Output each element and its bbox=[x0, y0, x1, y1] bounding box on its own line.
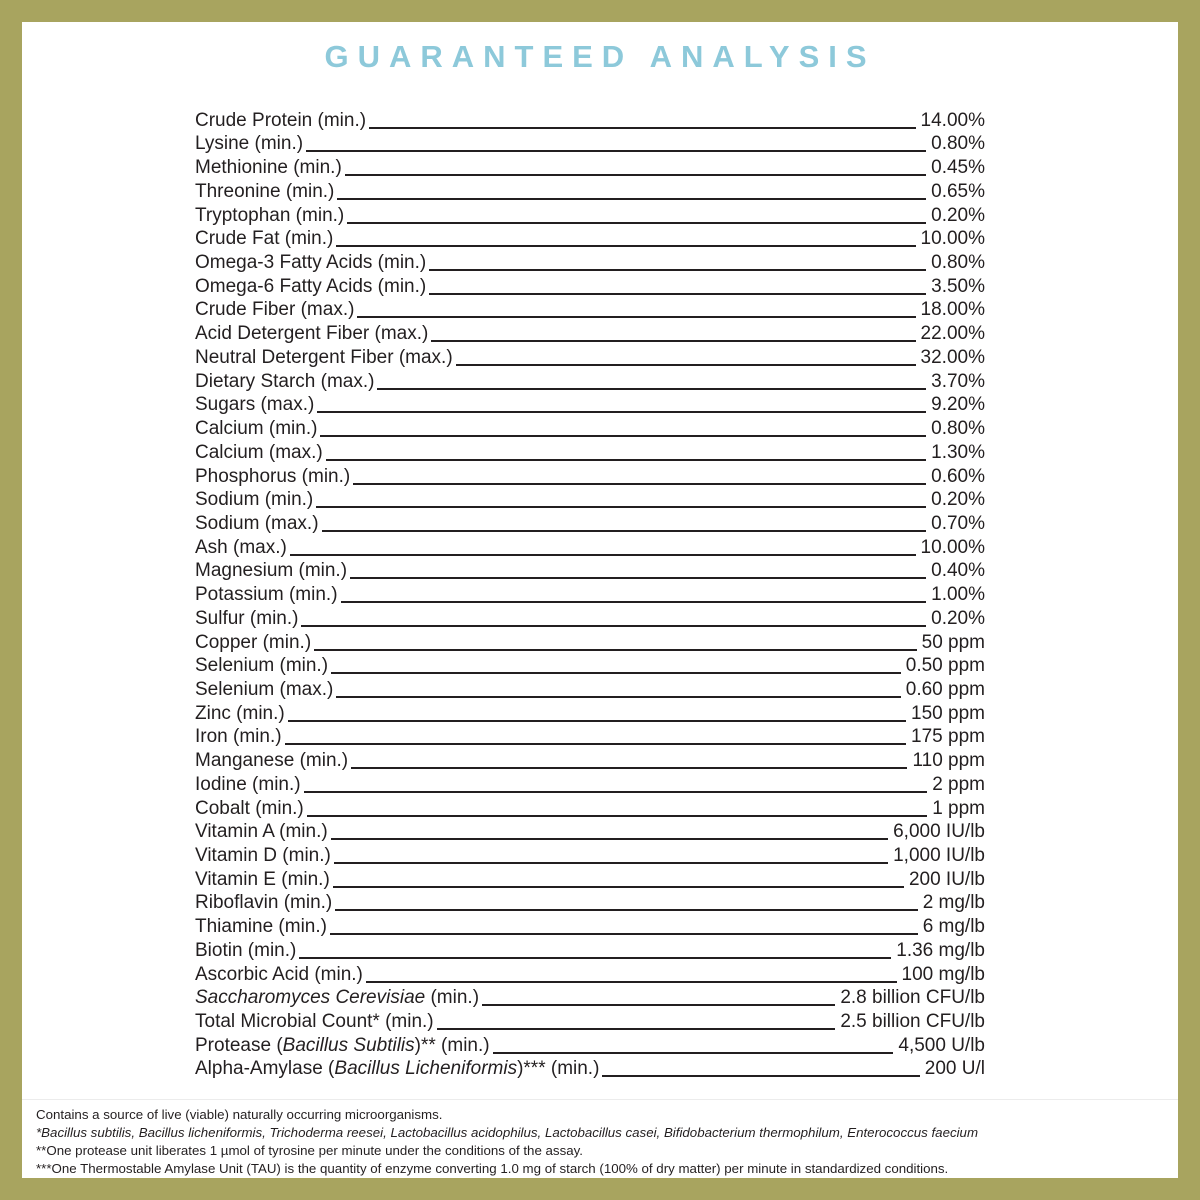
nutrient-name: Methionine (min.) bbox=[195, 157, 342, 179]
nutrient-name: Selenium (max.) bbox=[195, 678, 334, 700]
analysis-row bbox=[195, 606, 985, 630]
analysis-row bbox=[195, 155, 985, 179]
nutrient-name: Thiamine (min.) bbox=[195, 916, 327, 938]
nutrient-value: 18.00% bbox=[920, 299, 985, 321]
nutrient-name: Total Microbial Count* (min.) bbox=[195, 1011, 434, 1033]
nutrient-value: 0.60% bbox=[931, 465, 985, 487]
leader-line bbox=[301, 625, 926, 627]
nutrient-value: 2.5 billion CFU/lb bbox=[840, 1011, 985, 1033]
analysis-row bbox=[195, 321, 985, 345]
nutrient-value: 2 ppm bbox=[932, 773, 985, 795]
nutrient-value: 0.50 ppm bbox=[905, 655, 985, 677]
analysis-row bbox=[195, 440, 985, 464]
nutrient-value: 6 mg/lb bbox=[922, 916, 985, 938]
nutrient-name: Crude Fat (min.) bbox=[195, 228, 334, 250]
nutrient-name: Biotin (min.) bbox=[195, 939, 297, 961]
nutrient-name: Lysine (min.) bbox=[195, 133, 304, 155]
analysis-row bbox=[195, 701, 985, 725]
nutrient-name: Omega-3 Fatty Acids (min.) bbox=[195, 252, 427, 274]
leader-line bbox=[357, 316, 915, 318]
leader-line bbox=[314, 649, 916, 651]
nutrient-value: 0.65% bbox=[931, 180, 985, 202]
leader-line bbox=[347, 222, 926, 224]
nutrient-value: 9.20% bbox=[931, 394, 985, 416]
analysis-row bbox=[195, 772, 985, 796]
analysis-row bbox=[195, 345, 985, 369]
footnote-line: **One protease unit liberates 1 µmol of tyrosine per minute under the conditions of the assay. bbox=[36, 1143, 583, 1158]
analysis-row bbox=[195, 891, 985, 915]
analysis-row bbox=[195, 559, 985, 583]
nutrient-value: 3.70% bbox=[931, 370, 985, 392]
leader-line bbox=[351, 767, 907, 769]
leader-line bbox=[288, 720, 906, 722]
leader-line bbox=[366, 981, 897, 983]
nutrient-value: 0.45% bbox=[931, 157, 985, 179]
nutrient-name: Omega-6 Fatty Acids (min.) bbox=[195, 275, 427, 297]
analysis-row bbox=[195, 227, 985, 251]
leader-line bbox=[290, 554, 916, 556]
nutrient-value: 14.00% bbox=[920, 109, 985, 131]
leader-line bbox=[285, 743, 906, 745]
footnote-line: Contains a source of live (viable) naturally occurring microorganisms. bbox=[36, 1107, 443, 1122]
nutrient-name: Calcium (max.) bbox=[195, 441, 323, 463]
analysis-row bbox=[195, 654, 985, 678]
nutrient-name: Acid Detergent Fiber (max.) bbox=[195, 323, 429, 345]
nutrient-name: Crude Protein (min.) bbox=[195, 109, 367, 131]
nutrient-name: Magnesium (min.) bbox=[195, 560, 348, 582]
analysis-row bbox=[195, 1057, 985, 1081]
nutrient-name: Zinc (min.) bbox=[195, 702, 285, 724]
analysis-row bbox=[195, 250, 985, 274]
footnote-line: *Bacillus subtilis, Bacillus licheniformis, Trichoderma reesei, Lactobacillus acidophilus, Lactobacillus casei, Bifidobacterium thermophilum, Enterococcus faecium bbox=[36, 1125, 979, 1140]
nutrient-name: Sodium (max.) bbox=[195, 512, 319, 534]
leader-line bbox=[482, 1004, 835, 1006]
analysis-row bbox=[195, 274, 985, 298]
nutrient-name: Tryptophan (min.) bbox=[195, 204, 345, 226]
nutrient-value: 200 IU/lb bbox=[908, 868, 985, 890]
leader-line bbox=[317, 411, 926, 413]
nutrient-value: 22.00% bbox=[920, 323, 985, 345]
nutrient-name: Copper (min.) bbox=[195, 631, 312, 653]
nutrient-value: 1.30% bbox=[931, 441, 985, 463]
leader-line bbox=[331, 672, 901, 674]
analysis-row bbox=[195, 535, 985, 559]
nutrient-value: 10.00% bbox=[920, 228, 985, 250]
leader-line bbox=[377, 388, 926, 390]
analysis-row bbox=[195, 132, 985, 156]
analysis-row bbox=[195, 464, 985, 488]
nutrient-name: Vitamin E (min.) bbox=[195, 868, 330, 890]
nutrient-name: Phosphorus (min.) bbox=[195, 465, 351, 487]
leader-line bbox=[307, 815, 927, 817]
analysis-row bbox=[195, 986, 985, 1010]
nutrient-value: 0.20% bbox=[931, 607, 985, 629]
analysis-row bbox=[195, 867, 985, 891]
nutrient-value: 10.00% bbox=[920, 536, 985, 558]
page-title: GUARANTEED ANALYSIS bbox=[324, 39, 876, 74]
footnote-line: ***One Thermostable Amylase Unit (TAU) is the quantity of enzyme converting 1.0 mg of starch (100% of dry matter) per minute in standardized conditions. bbox=[36, 1161, 949, 1176]
leader-line bbox=[334, 862, 888, 864]
leader-line bbox=[345, 174, 926, 176]
nutrient-name: Crude Fiber (max.) bbox=[195, 299, 355, 321]
nutrient-value: 0.80% bbox=[931, 133, 985, 155]
analysis-row bbox=[195, 488, 985, 512]
leader-line bbox=[306, 150, 926, 152]
leader-line bbox=[350, 577, 926, 579]
analysis-row bbox=[195, 796, 985, 820]
nutrient-value: 6,000 IU/lb bbox=[893, 821, 985, 843]
analysis-row bbox=[195, 511, 985, 535]
leader-line bbox=[316, 506, 926, 508]
nutrient-name: Saccharomyces Cerevisiae (min.) bbox=[195, 987, 480, 1009]
nutrient-name: Calcium (min.) bbox=[195, 418, 318, 440]
nutrient-name: Sulfur (min.) bbox=[195, 607, 299, 629]
nutrient-name: Potassium (min.) bbox=[195, 584, 338, 606]
nutrient-value: 0.60 ppm bbox=[905, 678, 985, 700]
nutrient-name: Manganese (min.) bbox=[195, 750, 349, 772]
nutrient-name: Alpha-Amylase (Bacillus Licheniformis)*** (min.) bbox=[195, 1058, 600, 1080]
nutrient-value: 150 ppm bbox=[911, 702, 985, 724]
footnote-divider bbox=[22, 1099, 1178, 1100]
leader-line bbox=[336, 696, 900, 698]
analysis-row bbox=[195, 962, 985, 986]
nutrient-value: 0.80% bbox=[931, 252, 985, 274]
leader-line bbox=[335, 909, 917, 911]
nutrient-value: 200 U/l bbox=[924, 1058, 985, 1080]
analysis-row bbox=[195, 203, 985, 227]
nutrient-value: 1,000 IU/lb bbox=[893, 845, 985, 866]
analysis-row bbox=[195, 748, 985, 772]
nutrient-value: 0.20% bbox=[931, 489, 985, 511]
analysis-row bbox=[195, 179, 985, 203]
nutrient-value: 1 ppm bbox=[932, 797, 985, 819]
leader-line bbox=[341, 601, 927, 603]
nutrient-name: Threonine (min.) bbox=[195, 180, 335, 202]
leader-line bbox=[493, 1052, 894, 1054]
analysis-row bbox=[195, 914, 985, 938]
nutrient-value: 0.80% bbox=[931, 418, 985, 440]
leader-line bbox=[330, 933, 918, 935]
nutrient-value: 1.36 mg/lb bbox=[896, 939, 985, 961]
nutrient-name: Protease (Bacillus Subtilis)** (min.) bbox=[195, 1034, 490, 1056]
analysis-row bbox=[195, 369, 985, 393]
nutrient-value: 4,500 U/lb bbox=[898, 1034, 985, 1056]
analysis-row bbox=[195, 820, 985, 844]
analysis-row bbox=[195, 108, 985, 132]
nutrient-name: Riboflavin (min.) bbox=[195, 892, 333, 914]
nutrient-name: Ash (max.) bbox=[195, 536, 287, 558]
nutrient-value: 2 mg/lb bbox=[922, 892, 985, 914]
analysis-row bbox=[195, 298, 985, 322]
nutrient-value: 175 ppm bbox=[911, 726, 985, 748]
nutrient-value: 2.8 billion CFU/lb bbox=[840, 987, 985, 1009]
nutrient-value: 50 ppm bbox=[921, 631, 985, 653]
analysis-row bbox=[195, 630, 985, 654]
leader-line bbox=[326, 459, 926, 461]
analysis-row bbox=[195, 582, 985, 606]
leader-line bbox=[322, 530, 927, 532]
nutrient-name: Sodium (min.) bbox=[195, 489, 314, 511]
nutrient-value: 100 mg/lb bbox=[901, 963, 985, 985]
nutrient-name: Ascorbic Acid (min.) bbox=[195, 963, 363, 985]
nutrient-value: 0.40% bbox=[931, 560, 985, 582]
nutrient-name: Vitamin D (min.) bbox=[195, 845, 331, 866]
footnotes bbox=[36, 1106, 1166, 1178]
leader-line bbox=[602, 1075, 919, 1077]
leader-line bbox=[456, 364, 916, 366]
analysis-row bbox=[195, 938, 985, 962]
nutrient-name: Iodine (min.) bbox=[195, 773, 301, 795]
analysis-row bbox=[195, 677, 985, 701]
nutrient-value: 0.20% bbox=[931, 204, 985, 226]
analysis-row bbox=[195, 393, 985, 417]
leader-line bbox=[369, 127, 915, 129]
nutrient-value: 3.50% bbox=[931, 275, 985, 297]
leader-line bbox=[337, 198, 926, 200]
nutrient-name: Iron (min.) bbox=[195, 726, 282, 748]
nutrient-value: 32.00% bbox=[920, 346, 985, 368]
analysis-row bbox=[195, 1009, 985, 1033]
nutrient-value: 110 ppm bbox=[912, 750, 985, 772]
leader-line bbox=[331, 838, 888, 840]
analysis-row bbox=[195, 843, 985, 867]
nutrient-name: Sugars (max.) bbox=[195, 394, 315, 416]
analysis-row bbox=[195, 416, 985, 440]
analysis-table bbox=[195, 108, 985, 1080]
leader-line bbox=[336, 245, 915, 247]
nutrient-name: Dietary Starch (max.) bbox=[195, 370, 375, 392]
leader-line bbox=[429, 269, 926, 271]
leader-line bbox=[320, 435, 926, 437]
leader-line bbox=[299, 957, 891, 959]
nutrient-value: 1.00% bbox=[931, 584, 985, 606]
leader-line bbox=[333, 886, 904, 888]
leader-line bbox=[429, 293, 926, 295]
analysis-row bbox=[195, 1033, 985, 1057]
nutrient-name: Neutral Detergent Fiber (max.) bbox=[195, 346, 453, 368]
leader-line bbox=[304, 791, 928, 793]
analysis-row bbox=[195, 725, 985, 749]
nutrient-name: Vitamin A (min.) bbox=[195, 821, 328, 843]
nutrient-name: Cobalt (min.) bbox=[195, 797, 304, 819]
leader-line bbox=[437, 1028, 836, 1030]
nutrient-value: 0.70% bbox=[931, 512, 985, 534]
leader-line bbox=[431, 340, 915, 342]
leader-line bbox=[353, 483, 926, 485]
nutrient-name: Selenium (min.) bbox=[195, 655, 329, 677]
